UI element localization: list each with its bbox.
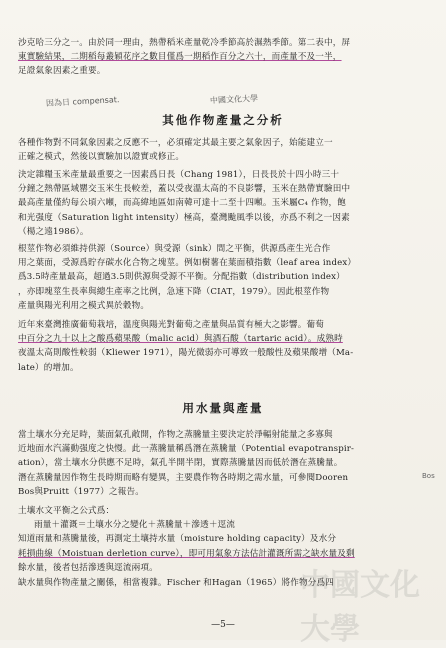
text-line: late）的增加。 [18, 362, 79, 373]
section-title: 用水量與產量 [182, 401, 264, 415]
text-line: 最高產量僅約每公頃六噸，而高緯地區如南韓可達十二至十四噸。玉米屬C₄ 作物，飽 [18, 198, 346, 209]
text-line: 各種作物對不同氣象因素之反應不一，必須確定其最主要之氣象因子，始能建立一 [18, 138, 333, 148]
section-title: 其他作物產量之分析 [162, 113, 284, 127]
paragraph [18, 168, 428, 239]
text-line: 正確之模式，然後以實驗加以證實或修正。 [18, 152, 185, 163]
text-line: 耗損曲線（Moistuan derletion curve），即可用氣象方法估計灌溉所需之缺水量及剩 [18, 548, 355, 559]
page-number: —5— [211, 620, 235, 630]
paragraph [18, 428, 428, 499]
text-line: 近年來臺灣推廣葡萄栽培，溫度與陽光對葡萄之產量與品質有極大之影響。葡萄 [18, 320, 325, 330]
text-line: 根莖作物必須維持供源（Source）與受源（sink）間之平衡，供源爲產生光合作 [18, 244, 331, 254]
text-line: 足證氣象因素之重要。 [18, 66, 106, 77]
text-line: 產量與陽光利用之模式異於穀物。 [18, 300, 150, 311]
text-line: 近地面水汽滿動强度之快慢。此一蒸騰量稱爲潛在蒸騰量（Potential evapotranspir- [18, 444, 355, 455]
text-line: 分鐘之熱帶區域罌交玉米生長較差，蓋以受夜溫太高的不良影響，玉米在熱帶實驗田中 [18, 184, 351, 195]
text-line: 和光强度（Saturation light intensity）極高，臺灣颱風季以後，亦爲不利之一因素 [18, 212, 350, 223]
margin-note: Bos [422, 472, 435, 480]
text-line: 東實驗結果，二期稻每叢穎花序之數目僅爲一期稻作百分之六十，而產量不及一半， [18, 52, 342, 63]
text-line: 當土壤水分充足時，葉面氣孔敞開，作物之蒸騰量主要決定於淨輻射能量之多寡與 [18, 430, 333, 440]
text-line: 中百分之九十以上之酸爲蘋果酸（malic acid）與酒石酸（tartaric acid）。成熟時 [18, 334, 343, 345]
text-line: 夜溫太高則酸性較弱（Kliewer 1971），陽光微弱亦可導致一般酸性及蘋果酸增（Ma- [18, 348, 354, 359]
text-line: 潛在蒸騰量因作物生長時期而略有變異，主要農作物各時期之需水量，可參閱Dooren [18, 472, 349, 483]
text-line: 缺水量與作物產量之關係，相當複雜。Fischer 和Hagan（1965）將作物分爲四 [18, 578, 334, 588]
handwritten-note: 因為日 compensat. [45, 95, 120, 108]
formula-line: 雨量＋灌溉＝土壤水分之變化＋蒸騰量＋滲透＋逕流 [34, 520, 236, 531]
handwritten-note: 中國文化大學 [209, 93, 259, 106]
text-line: ，亦即塊莖生長率與總生產率之比例，急速下降（CIAT，1979）。因此根莖作物 [18, 286, 330, 297]
text-line: 土壤水文平衡之公式爲： [18, 506, 115, 516]
watermark: 中國文化大學 [300, 568, 420, 647]
paragraph [18, 136, 428, 164]
text-line: 沙克哈三分之一。由於同一理由，熱帶稻米產量乾冷季節高於濕熱季節。第二表中，屏 [18, 38, 351, 48]
text-line: 知道雨量和蒸騰量後，再測定土壤持水量（moisture holding capacity）及水分 [18, 534, 337, 545]
text-line: 餘水量，後者包括滲透與逕流兩項。 [18, 562, 158, 573]
paragraph [18, 242, 428, 313]
paragraph [18, 318, 428, 375]
text-line: 決定雜糧玉米產量最重要之一因素爲日長（Chang 1981），日長長於十四小時三十 [18, 170, 340, 180]
text-line: 爲3.5時產量最高，超過3.5則供源與受源不平衡。分配指數（distribution index） [18, 272, 345, 283]
text-line: （楊之遠1986）。 [18, 226, 89, 237]
top-paragraph [18, 36, 428, 79]
text-line: ation），當土壤水分供應不足時，氣孔半開半閉，實際蒸騰量因而低於潛在蒸騰量。 [18, 458, 343, 469]
text-line: Bos與Pruitt（1977）之報告。 [18, 486, 145, 497]
text-line: 用之葉面，受源爲貯存碳水化合物之塊莖。例如樹薯在葉面積指數（leaf area index） [18, 258, 357, 269]
